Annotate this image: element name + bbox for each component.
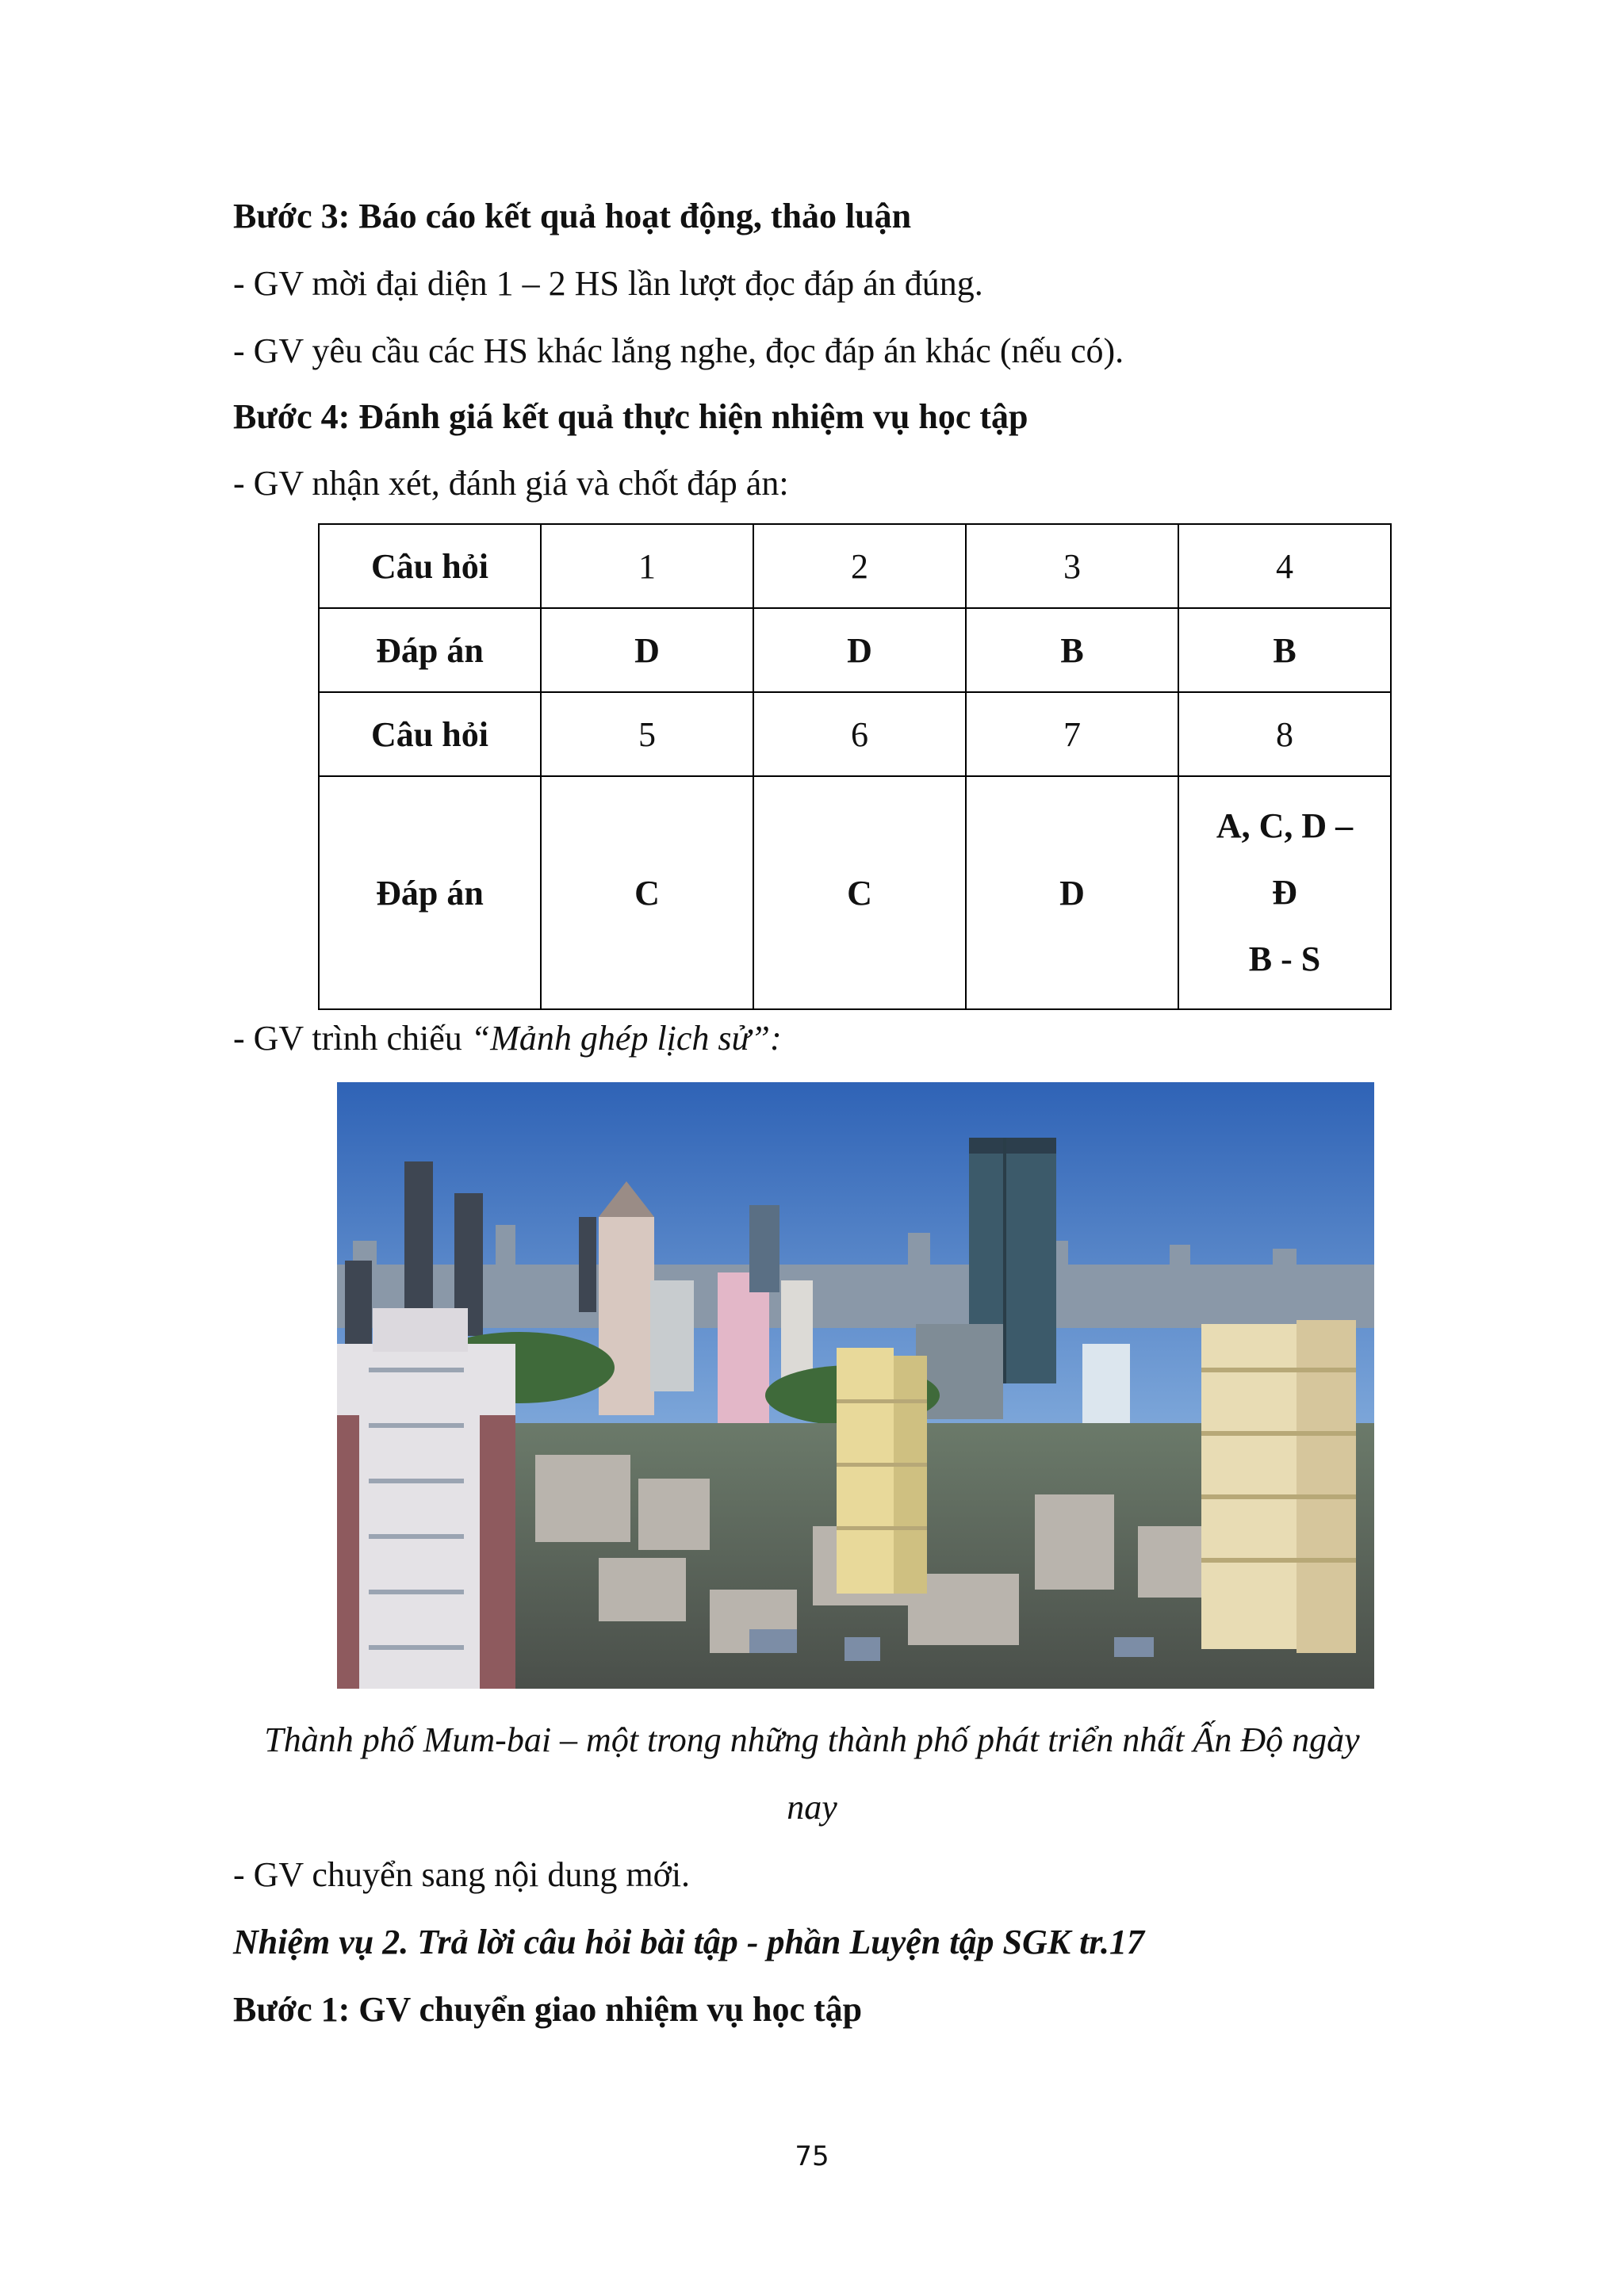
projection-title: “Mảnh ghép lịch sử”:	[470, 1019, 782, 1058]
step4-heading: Bước 4: Đánh giá kết quả thực hiện nhiệm vụ học tập	[233, 397, 1028, 436]
answer-line: B - S	[1248, 939, 1321, 978]
city-skyline-photo	[337, 1082, 1374, 1689]
projection-line	[233, 1016, 782, 1061]
row-label-question: Câu hỏi	[319, 692, 541, 776]
table-row	[319, 776, 1391, 1009]
answer-cell: B	[1178, 608, 1391, 692]
answer-line: A, C, D –	[1216, 806, 1354, 845]
answer-cell: D	[541, 608, 753, 692]
question-number: 7	[966, 692, 1178, 776]
question-number: 8	[1178, 692, 1391, 776]
answer-table	[318, 523, 1392, 1010]
image-caption-line-1: Thành phố Mum-bai – một trong những thành phố phát triển nhất Ấn Độ ngày	[264, 1720, 1360, 1759]
after-image-line: - GV chuyển sang nội dung mới.	[233, 1855, 691, 1894]
task2-heading: Nhiệm vụ 2. Trả lời câu hỏi bài tập - phần Luyện tập SGK tr.17	[233, 1923, 1145, 1961]
question-number: 1	[541, 524, 753, 608]
row-label-question: Câu hỏi	[319, 524, 541, 608]
question-number: 4	[1178, 524, 1391, 608]
question-number: 6	[753, 692, 966, 776]
answer-cell: C	[541, 776, 753, 1009]
image-caption-line-2: nay	[787, 1788, 837, 1827]
answer-cell-multiline	[1178, 776, 1391, 1009]
answer-cell: B	[966, 608, 1178, 692]
row-label-answer: Đáp án	[319, 776, 541, 1009]
step3-line-1: - GV mời đại diện 1 – 2 HS lần lượt đọc đáp án đúng.	[233, 264, 983, 303]
question-number: 3	[966, 524, 1178, 608]
step3-heading: Bước 3: Báo cáo kết quả hoạt động, thảo luận	[233, 197, 912, 235]
step3-line-2: - GV yêu cầu các HS khác lắng nghe, đọc đáp án khác (nếu có).	[233, 331, 1124, 370]
answer-cell: D	[966, 776, 1178, 1009]
table-row	[319, 692, 1391, 776]
step1-heading: Bước 1: GV chuyển giao nhiệm vụ học tập	[233, 1990, 863, 2029]
page-number: 75	[795, 2141, 829, 2172]
question-number: 5	[541, 692, 753, 776]
table-row	[319, 524, 1391, 608]
projection-prefix: - GV trình chiếu	[233, 1019, 471, 1058]
step4-line-1: - GV nhận xét, đánh giá và chốt đáp án:	[233, 464, 789, 503]
question-number: 2	[753, 524, 966, 608]
answer-cell: D	[753, 608, 966, 692]
answer-cell: C	[753, 776, 966, 1009]
answer-line: Đ	[1272, 873, 1297, 912]
row-label-answer: Đáp án	[319, 608, 541, 692]
table-row	[319, 608, 1391, 692]
